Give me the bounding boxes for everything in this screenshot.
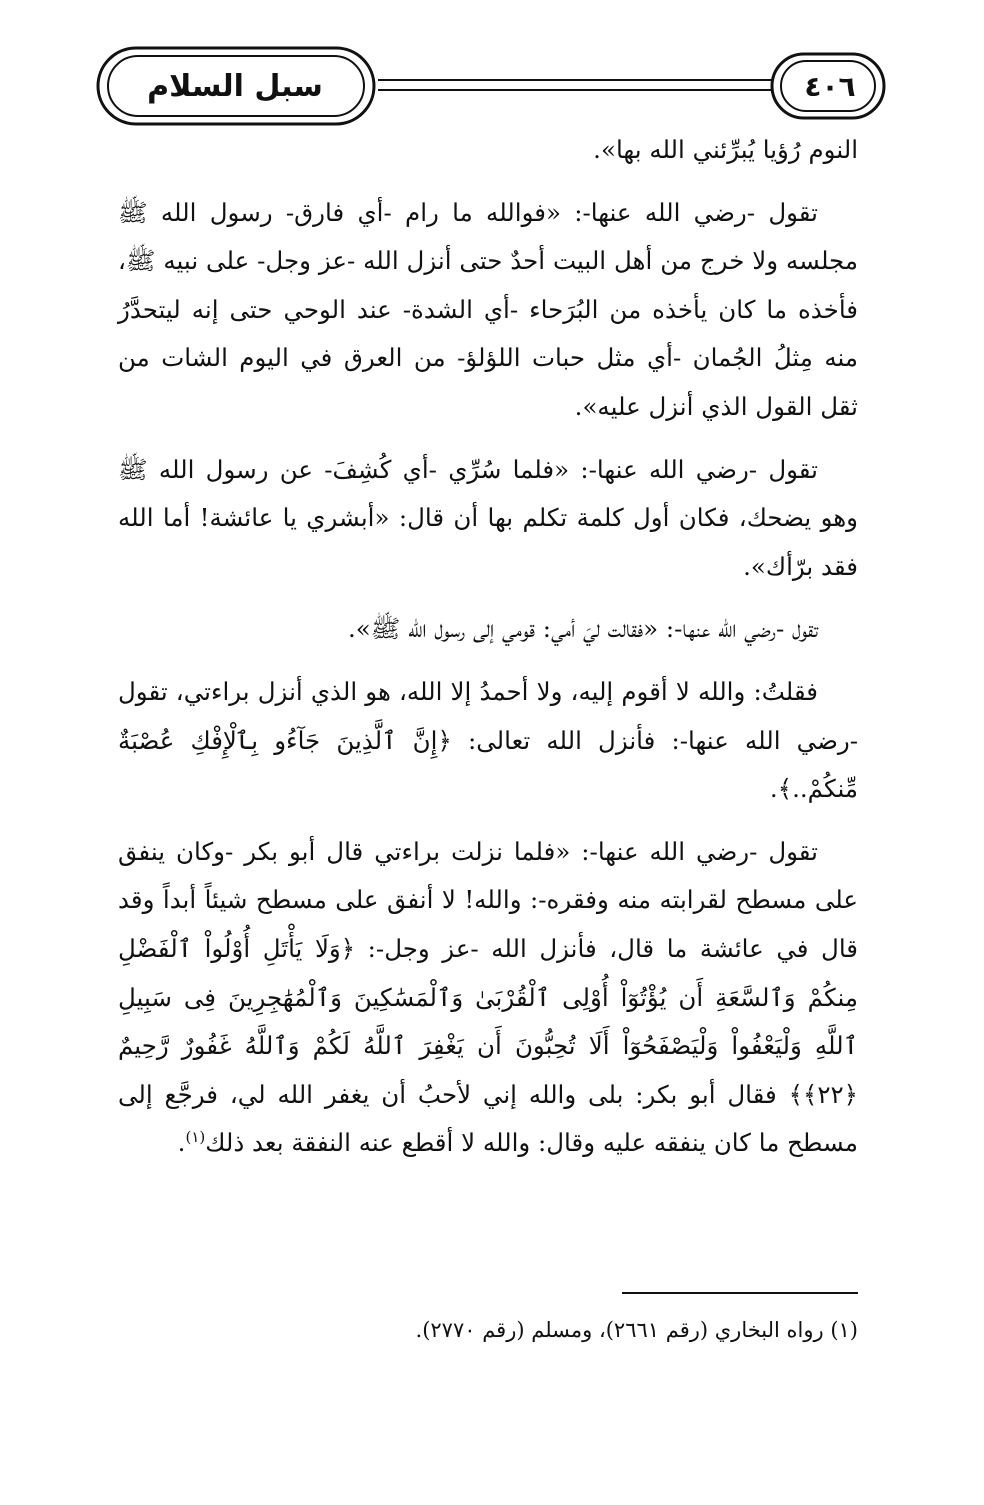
footnote-divider <box>622 1292 858 1294</box>
paragraph-text: تقول -رضي الله عنها-: «فلما نزلت براءتي قال أبو بكر -وكان ينفق على مسطح لقرابته منه وفقره-: والله! لا أنفق على مسطح شيئاً أبداً وقد قال في عائشة ما قال، فأنزل الله -عز وجل-: ﴿وَلَا يَأْتَلِ أُوْلُواْ ٱلْفَضْلِ مِنكُمْ وَٱلسَّعَةِ أَن يُؤْتُوٓاْ أُوْلِى ٱلْقُرْبَىٰ وَٱلْمَسَٰكِينَ وَٱلْمُهَٰجِرِينَ فِى سَبِيلِ ٱللَّهِ وَلْيَعْفُواْ وَلْيَصْفَحُوٓاْ أَلَا تُحِبُّونَ أَن يَغْفِرَ ٱللَّهُ لَكُمْ وَٱللَّهُ غَفُورٌ رَّحِيمٌ ﴿٢٢﴾﴾ فقال أبو بكر: بلى والله إني لأحبُ أن يغفر الله لي، فرجَّع إلى مسطح ما كان ينفقه عليه وقال: والله لا أقطع عنه النفقة بعد ذلك <box>118 836 858 1158</box>
book-title: سبل السلام <box>147 68 323 104</box>
closing-period: . <box>177 1128 186 1158</box>
footnote-reference[interactable]: (١) <box>185 1128 206 1147</box>
paragraph-last <box>118 828 858 1168</box>
body-text <box>118 126 858 1182</box>
paragraph: تقول -رضي الله عنها-: «فوالله ما رام -أي فارق- رسول الله ﷺ مجلسه ولا خرج من أهل البيت أحدٌ حتى أنزل الله -عز وجل- على نبيه ﷺ، فأخذه ما كان يأخذه من البُرَحاء -أي الشدة- عند الوحي حتى إنه ليتحدَّرُ منه مِثلُ الجُمان -أي مثل حبات اللؤلؤ- من العرق في اليوم الشات من ثقل القول الذي أنزل عليه». <box>118 197 858 421</box>
page-header <box>0 0 984 140</box>
paragraph: فقلتُ: والله لا أقوم إليه، ولا أحمدُ إلا الله، هو الذي أنزل براءتي، تقول -رضي الله عنها-: فأنزل الله تعالى: ﴿إِنَّ ٱلَّذِينَ جَآءُو بِٱلْإِفْكِ عُصْبَةٌ مِّنكُمْ..﴾. <box>118 676 858 804</box>
page-number: ٤٠٦ <box>804 69 856 103</box>
paragraph: النوم رُؤيا يُبرِّئني الله بها». <box>593 135 858 164</box>
footnote: (١) رواه البخاري (رقم ٢٦٦١)، ومسلم (رقم ٢٧٧٠). <box>415 1318 858 1342</box>
paragraph: تقول -رضي الله عنها-: «فلما سُرِّي -أي كُشِفَ- عن رسول الله ﷺ وهو يضحك، فكان أول كلمة تكلم بها أن قال: «أبشري يا عائشة! أما الله فقد برّأك». <box>118 454 858 581</box>
paragraph: تقول -رضي الله عنها-: «فقالت ليَ أمي: قومي إلى رسول الله ﷺ». <box>347 614 818 644</box>
